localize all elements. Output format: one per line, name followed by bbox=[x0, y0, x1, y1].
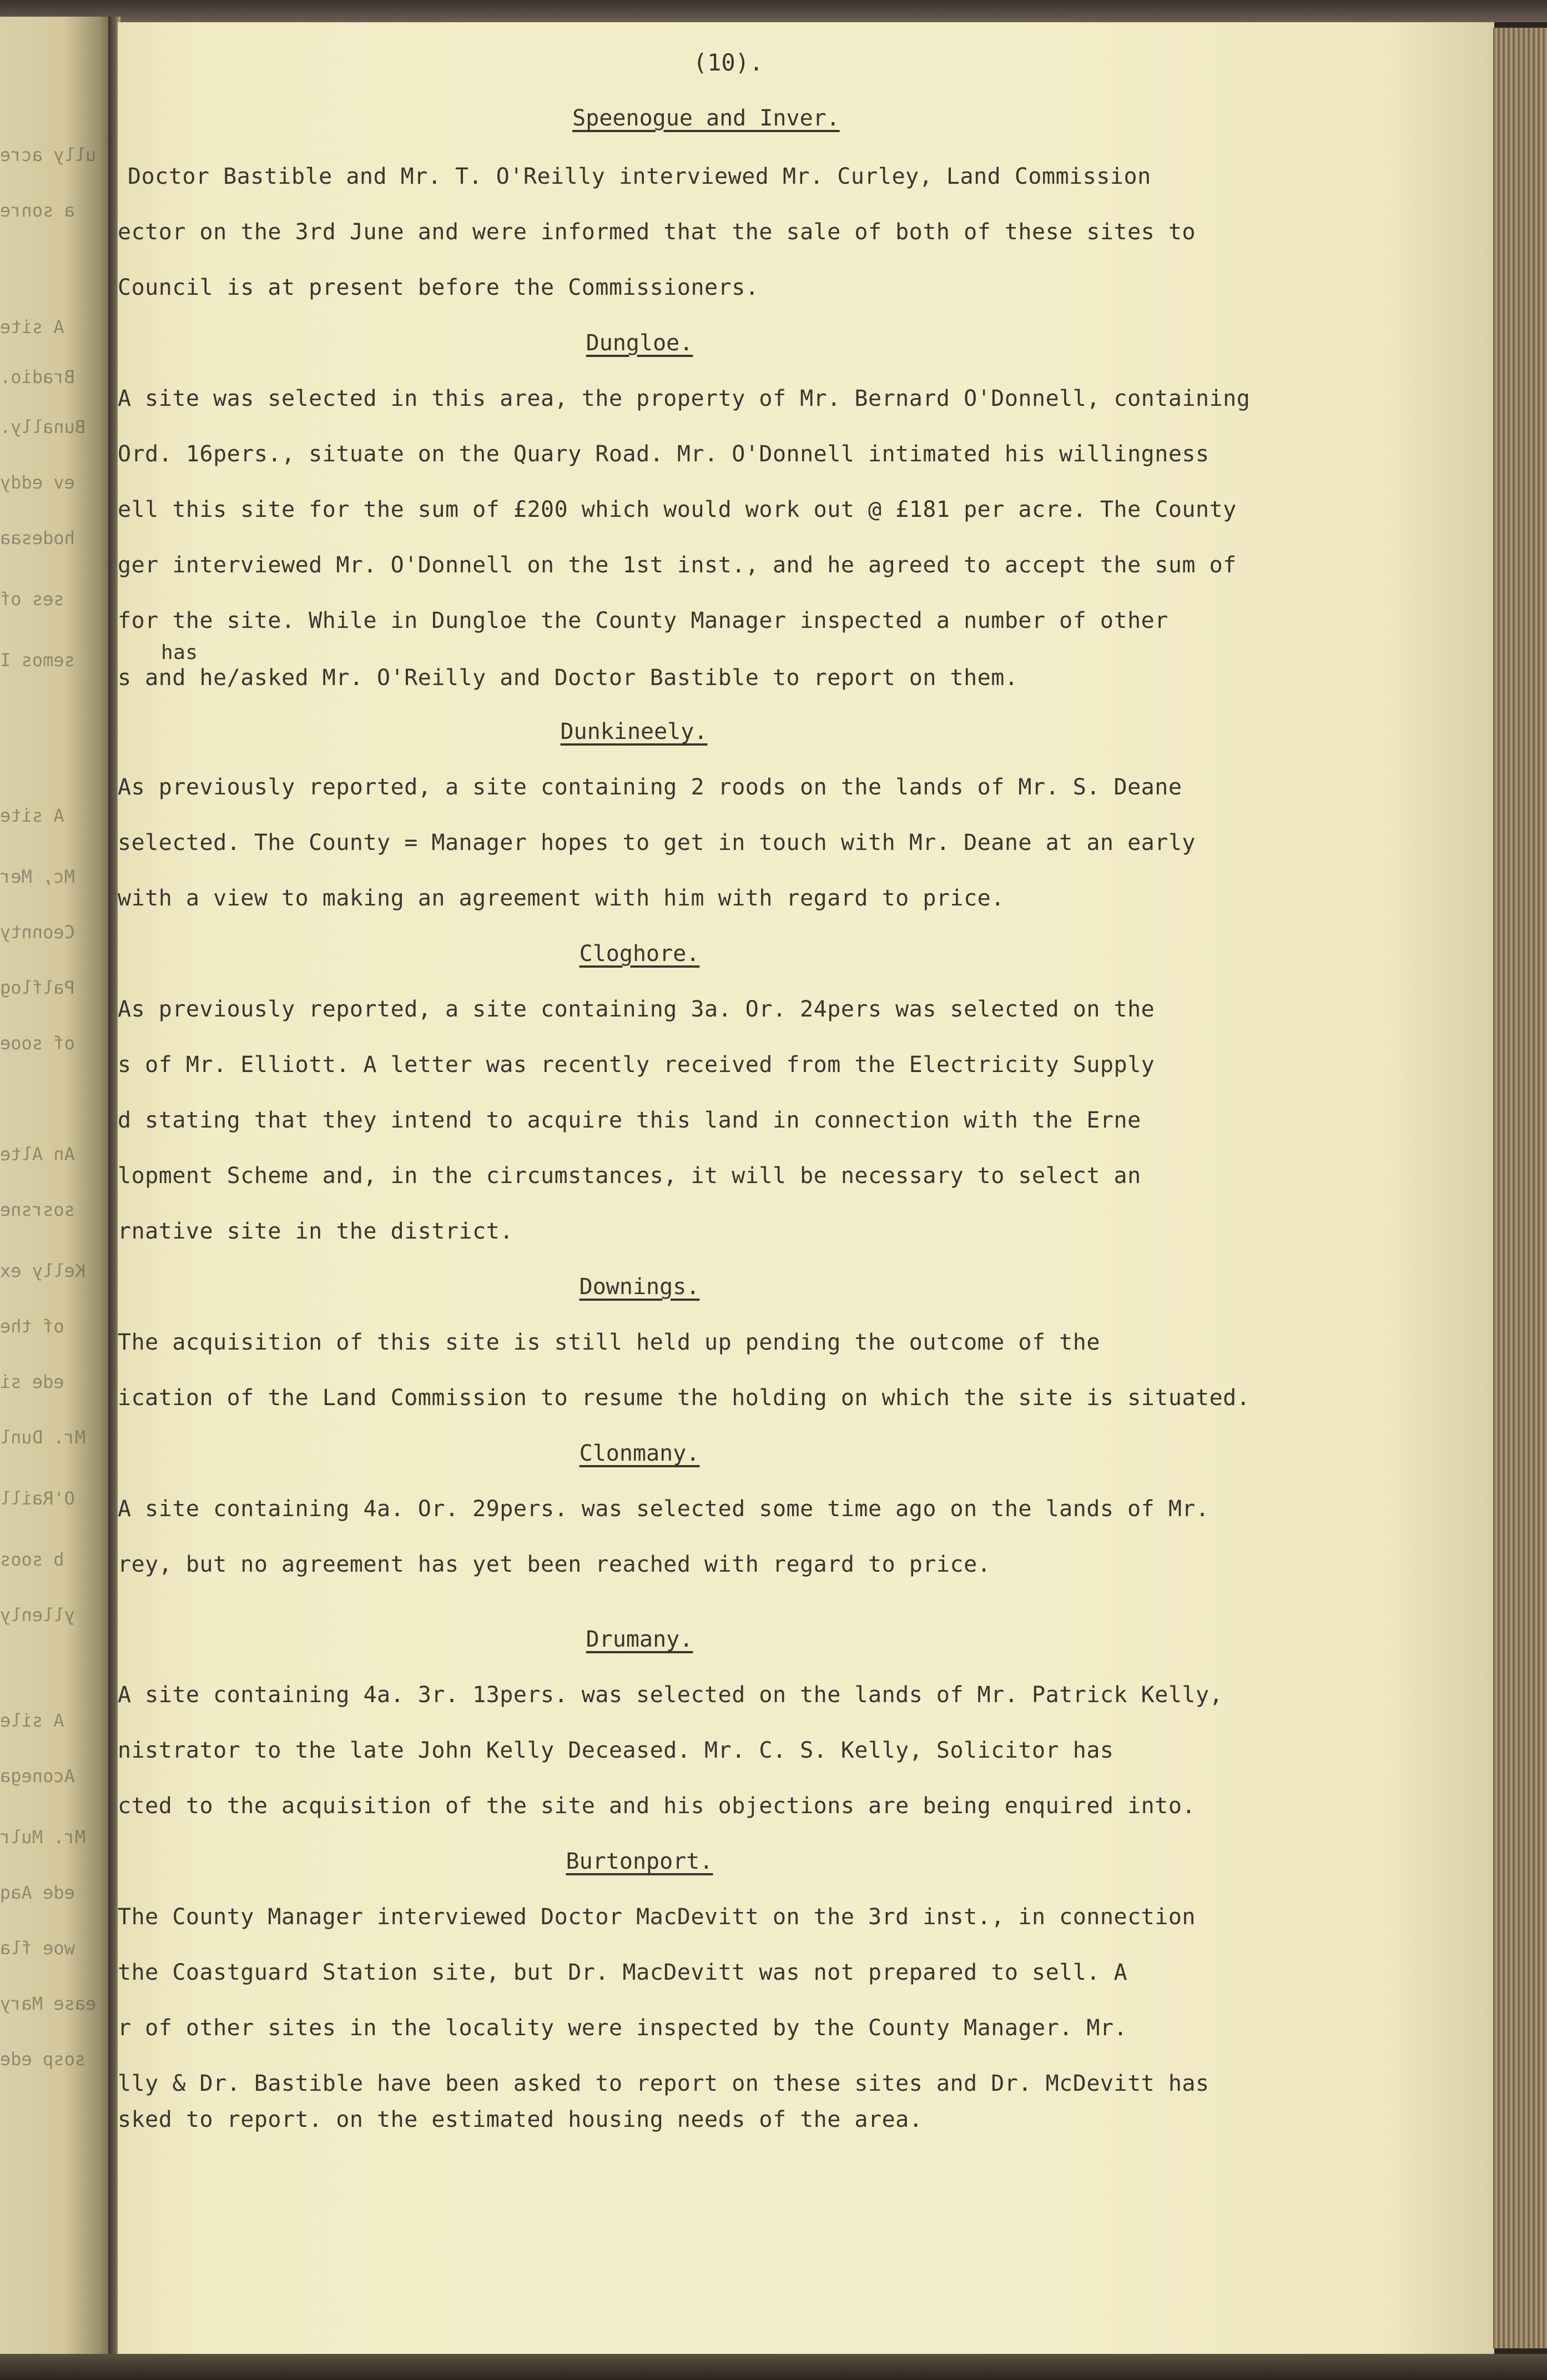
text-line: r of other sites in the locality were inspected by the County Manager. Mr. bbox=[118, 2015, 1128, 2041]
page-text bbox=[118, 22, 1494, 2354]
facing-page-fragment: of the bbox=[0, 1316, 64, 1337]
section-heading: Clonmany. bbox=[579, 1441, 700, 1466]
scan-bottom-edge bbox=[0, 2354, 1547, 2380]
facing-page-fragment: of sooe bbox=[0, 1033, 75, 1054]
text-line: ication of the Land Commission to resume the holding on which the site is situated. bbox=[118, 1385, 1251, 1411]
text-line: As previously reported, a site containing 2 roods on the lands of Mr. S. Deane bbox=[118, 774, 1182, 800]
text-line: s and he/asked Mr. O'Reilly and Doctor Bastible to report on them. bbox=[118, 665, 1019, 691]
facing-page-fragment: A site bbox=[0, 316, 64, 338]
text-line: The County Manager interviewed Doctor MacDevitt on the 3rd inst., in connection bbox=[118, 1904, 1196, 1930]
facing-page-fragment: A sile bbox=[0, 1710, 64, 1731]
facing-page-fragment: Bradio. bbox=[0, 366, 75, 388]
section-heading: Burtonport. bbox=[566, 1849, 713, 1874]
facing-page-fragment: ease Mary bbox=[0, 1993, 97, 2014]
text-line: Council is at present before the Commissioners. bbox=[118, 275, 759, 300]
scan-top-edge bbox=[0, 0, 1547, 22]
facing-page-fragment: semos I bbox=[0, 650, 75, 671]
text-line: The acquisition of this site is still held up pending the outcome of the bbox=[118, 1330, 1100, 1355]
section-heading: Speenogue and Inver. bbox=[572, 105, 840, 131]
facing-page-fragment: b soos bbox=[0, 1549, 64, 1570]
text-line: cted to the acquisition of the site and his objections are being enquired into. bbox=[118, 1793, 1196, 1819]
facing-page-fragment: Palflog bbox=[0, 977, 75, 998]
text-line: lopment Scheme and, in the circumstances, it will be necessary to select an bbox=[118, 1163, 1141, 1189]
text-line: the Coastguard Station site, but Dr. MacDevitt was not prepared to sell. A bbox=[118, 1960, 1128, 1985]
document-page bbox=[118, 22, 1494, 2354]
text-line: rey, but no agreement has yet been reached with regard to price. bbox=[118, 1552, 991, 1577]
text-line: sked to report. on the estimated housing needs of the area. bbox=[118, 2107, 923, 2132]
section-heading: Cloghore. bbox=[579, 941, 700, 967]
text-line: with a view to making an agreement with him with regard to price. bbox=[118, 885, 1005, 911]
facing-page-fragment: Mr. Dunl bbox=[0, 1427, 86, 1448]
facing-page-fragment: Aconega bbox=[0, 1765, 75, 1787]
text-line: A site containing 4a. 3r. 13pers. was selected on the lands of Mr. Patrick Kelly, bbox=[118, 1682, 1223, 1708]
facing-page-fragment: a sonre bbox=[0, 200, 75, 221]
section-heading: Downings. bbox=[579, 1274, 700, 1300]
facing-page-fragment: ully acre bbox=[0, 144, 97, 165]
page-stack-edge bbox=[1493, 28, 1547, 2348]
facing-page-fragment: ses of bbox=[0, 588, 64, 610]
text-line: lly & Dr. Bastible have been asked to report on these sites and Dr. McDevitt has bbox=[118, 2071, 1210, 2096]
text-line: s of Mr. Elliott. A letter was recently received from the Electricity Supply bbox=[118, 1052, 1155, 1078]
facing-page-fragment: A site bbox=[0, 805, 64, 826]
facing-page-fragment: ede si bbox=[0, 1371, 64, 1392]
text-line: rnative site in the district. bbox=[118, 1219, 513, 1244]
facing-page-fragment: sosrsne bbox=[0, 1199, 75, 1220]
facing-page-fragment: Bunally. bbox=[0, 416, 86, 437]
section-heading: Drumany. bbox=[586, 1627, 693, 1652]
facing-page-fragment: woe fla bbox=[0, 1938, 75, 1959]
facing-page-fragment: yllenly bbox=[0, 1604, 75, 1626]
text-line: ger interviewed Mr. O'Donnell on the 1st inst., and he agreed to accept the sum of bbox=[118, 552, 1237, 578]
facing-page-fragment: An Alte bbox=[0, 1144, 75, 1165]
handwritten-insertion: has bbox=[161, 641, 198, 664]
facing-page bbox=[0, 17, 117, 2365]
text-line: Ord. 16pers., situate on the Quary Road. Mr. O'Donnell intimated his willingness bbox=[118, 441, 1210, 467]
text-line: A site containing 4a. Or. 29pers. was selected some time ago on the lands of Mr. bbox=[118, 1496, 1210, 1522]
text-line: ector on the 3rd June and were informed that the sale of both of these sites to bbox=[118, 219, 1196, 245]
text-line: Doctor Bastible and Mr. T. O'Reilly interviewed Mr. Curley, Land Commission bbox=[128, 164, 1151, 189]
facing-page-fragment: hodesaa bbox=[0, 527, 75, 549]
section-heading: Dunkineely. bbox=[560, 719, 708, 744]
text-line: nistrator to the late John Kelly Deceased. Mr. C. S. Kelly, Solicitor has bbox=[118, 1738, 1114, 1763]
text-line: As previously reported, a site containing 3a. Or. 24pers was selected on the bbox=[118, 997, 1155, 1022]
facing-page-fragment: O'Raill bbox=[0, 1488, 75, 1509]
facing-page-fragment: ev eddy bbox=[0, 472, 75, 493]
facing-page-fragment: Mc, Mer bbox=[0, 866, 75, 887]
text-line: A site was selected in this area, the property of Mr. Bernard O'Donnell, containing bbox=[118, 386, 1251, 411]
facing-page-fragment: Ceonnty bbox=[0, 922, 75, 943]
facing-page-fragment: sosp ede bbox=[0, 2049, 86, 2070]
text-line: ell this site for the sum of £200 which would work out @ £181 per acre. The County bbox=[118, 497, 1237, 522]
section-heading: Dungloe. bbox=[586, 330, 693, 356]
facing-page-fragment: Kelly ex bbox=[0, 1260, 86, 1281]
text-line: selected. The County = Manager hopes to get in touch with Mr. Deane at an early bbox=[118, 830, 1196, 856]
facing-page-fragment: ede Aaq bbox=[0, 1882, 75, 1903]
facing-page-fragment: Mr. Mulr bbox=[0, 1826, 86, 1848]
page-number: (10). bbox=[693, 49, 764, 76]
text-line: d stating that they intend to acquire this land in connection with the Erne bbox=[118, 1108, 1141, 1133]
text-line: for the site. While in Dungloe the County Manager inspected a number of other bbox=[118, 608, 1168, 633]
